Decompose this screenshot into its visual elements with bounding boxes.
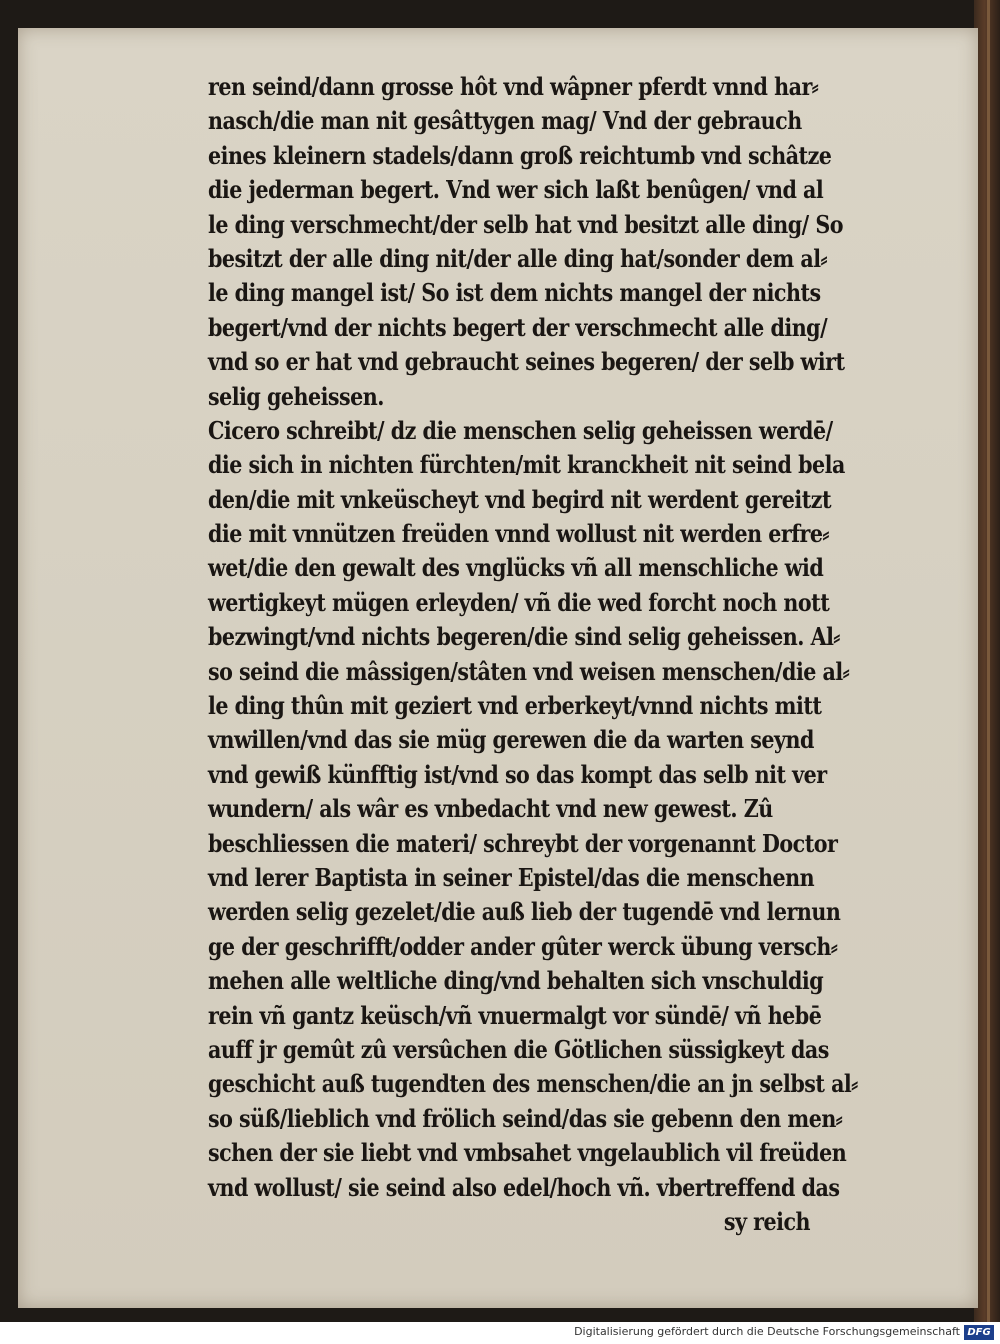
text-line: wet/die den gewalt des vnglücks vñ all menschliche wid [208,553,824,583]
book-page [18,28,978,1308]
text-line: ge der geschrifft/odder ander gûter werck übung versch⸗ [208,931,838,961]
page-text-block [208,70,908,1239]
text-line: die jederman begert. Vnd wer sich laßt benûgen/ vnd al [208,175,824,205]
text-line: wundern/ als wâr es vnbedacht vnd new gewest. Zû [208,794,773,824]
catchword-text: sy reich [723,1206,810,1236]
text-line: geschicht auß tugendten des menschen/die an jn selbst al⸗ [208,1069,858,1099]
text-line: eines kleinern stadels/dann groß reichtumb vnd schâtze [208,140,832,170]
footer-bar [0,1322,1000,1344]
text-line: auff jr gemût zû versûchen die Götlichen süssigkeyt das [208,1034,829,1064]
text-line: die mit vnnützen freüden vnnd wollust nit werden erfre⸗ [208,519,829,549]
dfg-logo-icon: DFG [964,1325,994,1340]
text-line: vnd gewiß künfftig ist/vnd so das kompt das selb nit ver [208,759,827,789]
text-line: den/die mit vnkeüscheyt vnd begird nit werdent gereitzt [208,484,831,514]
text-line: le ding thûn mit geziert vnd erberkeyt/vnnd nichts mitt [208,691,822,721]
text-line: vnd lerer Baptista in seiner Epistel/das die menschenn [208,862,815,892]
text-line: begert/vnd der nichts begert der verschmecht alle ding/ [208,312,828,342]
text-line: rein vñ gantz keüsch/vñ vnuermalgt vor sündē/ vñ hebē [208,1000,822,1030]
text-line: schen der sie liebt vnd vmbsahet vngelaublich vil freüden [208,1138,847,1168]
text-line: le ding mangel ist/ So ist dem nichts mangel der nichts [208,278,821,308]
text-line: wertigkeyt mügen erleyden/ vñ die wed forcht noch nott [208,587,830,617]
text-line: so seind die mâssigen/stâten vnd weisen menschen/die al⸗ [208,656,850,686]
text-line: mehen alle weltliche ding/vnd behalten sich vnschuldig [208,966,824,996]
text-line: bezwingt/vnd nichts begeren/die sind selig geheissen. Al⸗ [208,622,840,652]
catchword [208,1205,810,1239]
digitization-credit: Digitalisierung gefördert durch die Deutsche Forschungsgemeinschaft [574,1325,960,1338]
text-line: beschliessen die materi/ schreybt der vorgenannt Doctor [208,828,838,858]
text-line: vnd so er hat vnd gebraucht seines begeren/ der selb wirt [208,347,845,377]
text-line: werden selig gezelet/die auß lieb der tugendē vnd lernun [208,897,841,927]
text-line: selig geheissen. [208,381,384,411]
text-line: nasch/die man nit gesâttygen mag/ Vnd der gebrauch [208,106,802,136]
page-edge-stripe [987,0,990,1322]
text-line: so süß/lieblich vnd frölich seind/das sie gebenn den men⸗ [208,1103,843,1133]
text-line: besitzt der alle ding nit/der alle ding hat/sonder dem al⸗ [208,243,827,273]
text-line: le ding verschmecht/der selb hat vnd besitzt alle ding/ So [208,209,843,239]
text-line: die sich in nichten fürchten/mit kranckheit nit seind bela [208,450,845,480]
text-line: vnwillen/vnd das sie müg gerewen die da warten seynd [208,725,814,755]
text-line: Cicero schreibt/ dz die menschen selig geheissen werdē/ [208,415,833,445]
text-line: vnd wollust/ sie seind also edel/hoch vñ. vbertreffend das [208,1172,840,1202]
text-line: ren seind/dann grosse hôt vnd wâpner pferdt vnnd har⸗ [208,72,819,101]
